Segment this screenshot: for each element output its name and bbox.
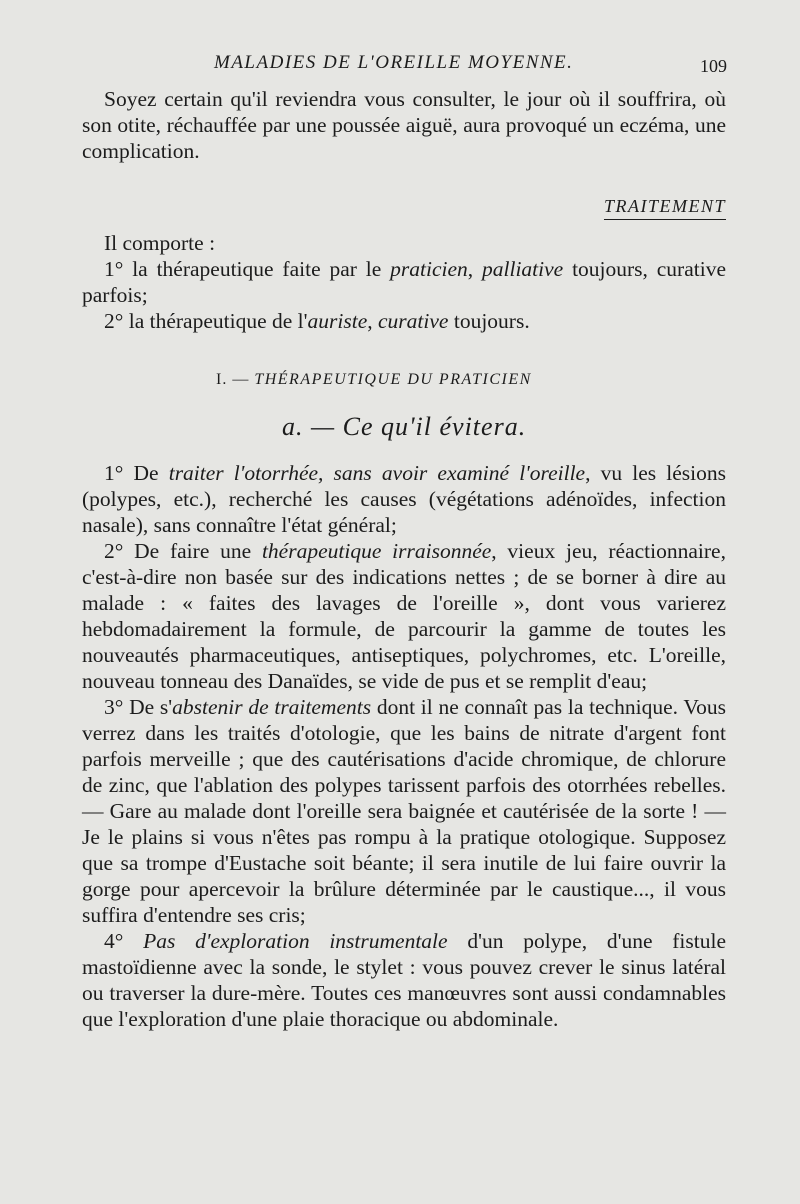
treatment-lead: Il comporte : [104,231,216,255]
subsection-title: THÉRAPEUTIQUE DU PRATICIEN [254,371,532,388]
running-title: MALADIES DE L'OREILLE MOYENNE. [214,52,574,73]
list-item [82,694,726,928]
item-emphasis: praticien [390,257,468,281]
treatment-item [82,308,726,334]
item-number: 1° [104,257,124,281]
treatment-block [82,230,726,334]
item-text: , vieux jeu, réactionnaire, c'est-à-dire non basée sur des indications nettes ; de se borner à dire au malade : « faites des lavages de l'oreille », dont vous varierez hebdomadairement la formule, de parcourir la gamme de toutes les nouveautés pharmaceutiques, antiseptiques, polychromes, etc. L'oreille, nouveau tonneau des Danaïdes, se vide de pus et se remplit d'eau; [82,539,726,693]
item-text: d'un polype, d'une fistule mastoïdienne avec la sonde, le stylet : vous pouvez crever le sinus latéral ou traverser la dure-mère. Toutes ces manœuvres sont aussi condamnables que l'exploration d'une plaie thoracique ou abdominale. [82,929,726,1031]
page-number: 109 [700,56,727,76]
intro-paragraph: Soyez certain qu'il reviendra vous consulter, le jour où il souffrira, où son otite, réchauffée par une poussée aiguë, aura provoqué un eczéma, une complication. [82,87,726,163]
subsection-heading [216,371,532,389]
item-text: dont il ne connaît pas la technique. Vous verrez dans les traités d'otologie, que les bains de nitrate d'argent font parfois merveille ; que des cautérisations d'acide chromique, de chlorure de zinc, que l'ablation des polypes tarissent parfois des otorrhées rebelles. — Gare au malade dont l'oreille sera baignée et cautérisée de la sorte ! — Je le plains si vous n'êtes pas rompu à la pratique otologique. Supposez que sa trompe d'Eustache soit béante; il sera inutile de lui faire ouvrir la gorge pour apercevoir la brûlure déterminée par le caustique..., il vous suffira d'entendre ses cris; [82,695,727,927]
item-number: 2° [104,539,124,563]
item-emphasis: Pas d'exploration instrumentale [143,929,448,953]
intro-paragraph-block [82,86,726,164]
list-item [82,460,726,538]
list-item [82,538,726,694]
list-item [82,928,726,1032]
treatment-item [82,256,726,308]
item-emphasis: traiter l'otorrhée, sans avoir examiné l'oreille [168,461,586,485]
section-heading: TRAITEMENT [603,196,726,216]
item-emphasis: thérapeutique irraisonnée [261,539,492,563]
item-text: , vu les lésions (polypes, etc.), recherché les causes (végétations adénoïdes, infection nasale), sans connaître l'état général; [82,461,727,537]
item-number: 4° [104,929,124,953]
item-text: De [123,461,169,485]
item-emphasis: palliative [482,257,564,281]
item-text: toujours, curative parfois; [82,257,727,307]
item-number: 3° [104,695,124,719]
item-text: De faire une [123,539,262,563]
item-text: toujours. [448,309,530,333]
item-text [123,929,143,953]
item-number: 1° [104,461,124,485]
item-text: De s' [123,695,173,719]
item-emphasis: abstenir de traitements [172,695,372,719]
subsection-number: I. — [216,371,255,388]
item-text: la thérapeutique faite par le [123,257,391,281]
item-number: 2° [104,309,124,333]
item-text: , [367,309,379,333]
page-header [0,52,800,82]
item-emphasis: curative [378,309,449,333]
sub-sub-heading: a. — Ce qu'il évitera. [282,412,527,441]
item-emphasis: auriste [307,309,368,333]
avoid-list [82,460,726,1032]
item-text: la thérapeutique de l' [123,309,308,333]
item-text: , [467,257,483,281]
